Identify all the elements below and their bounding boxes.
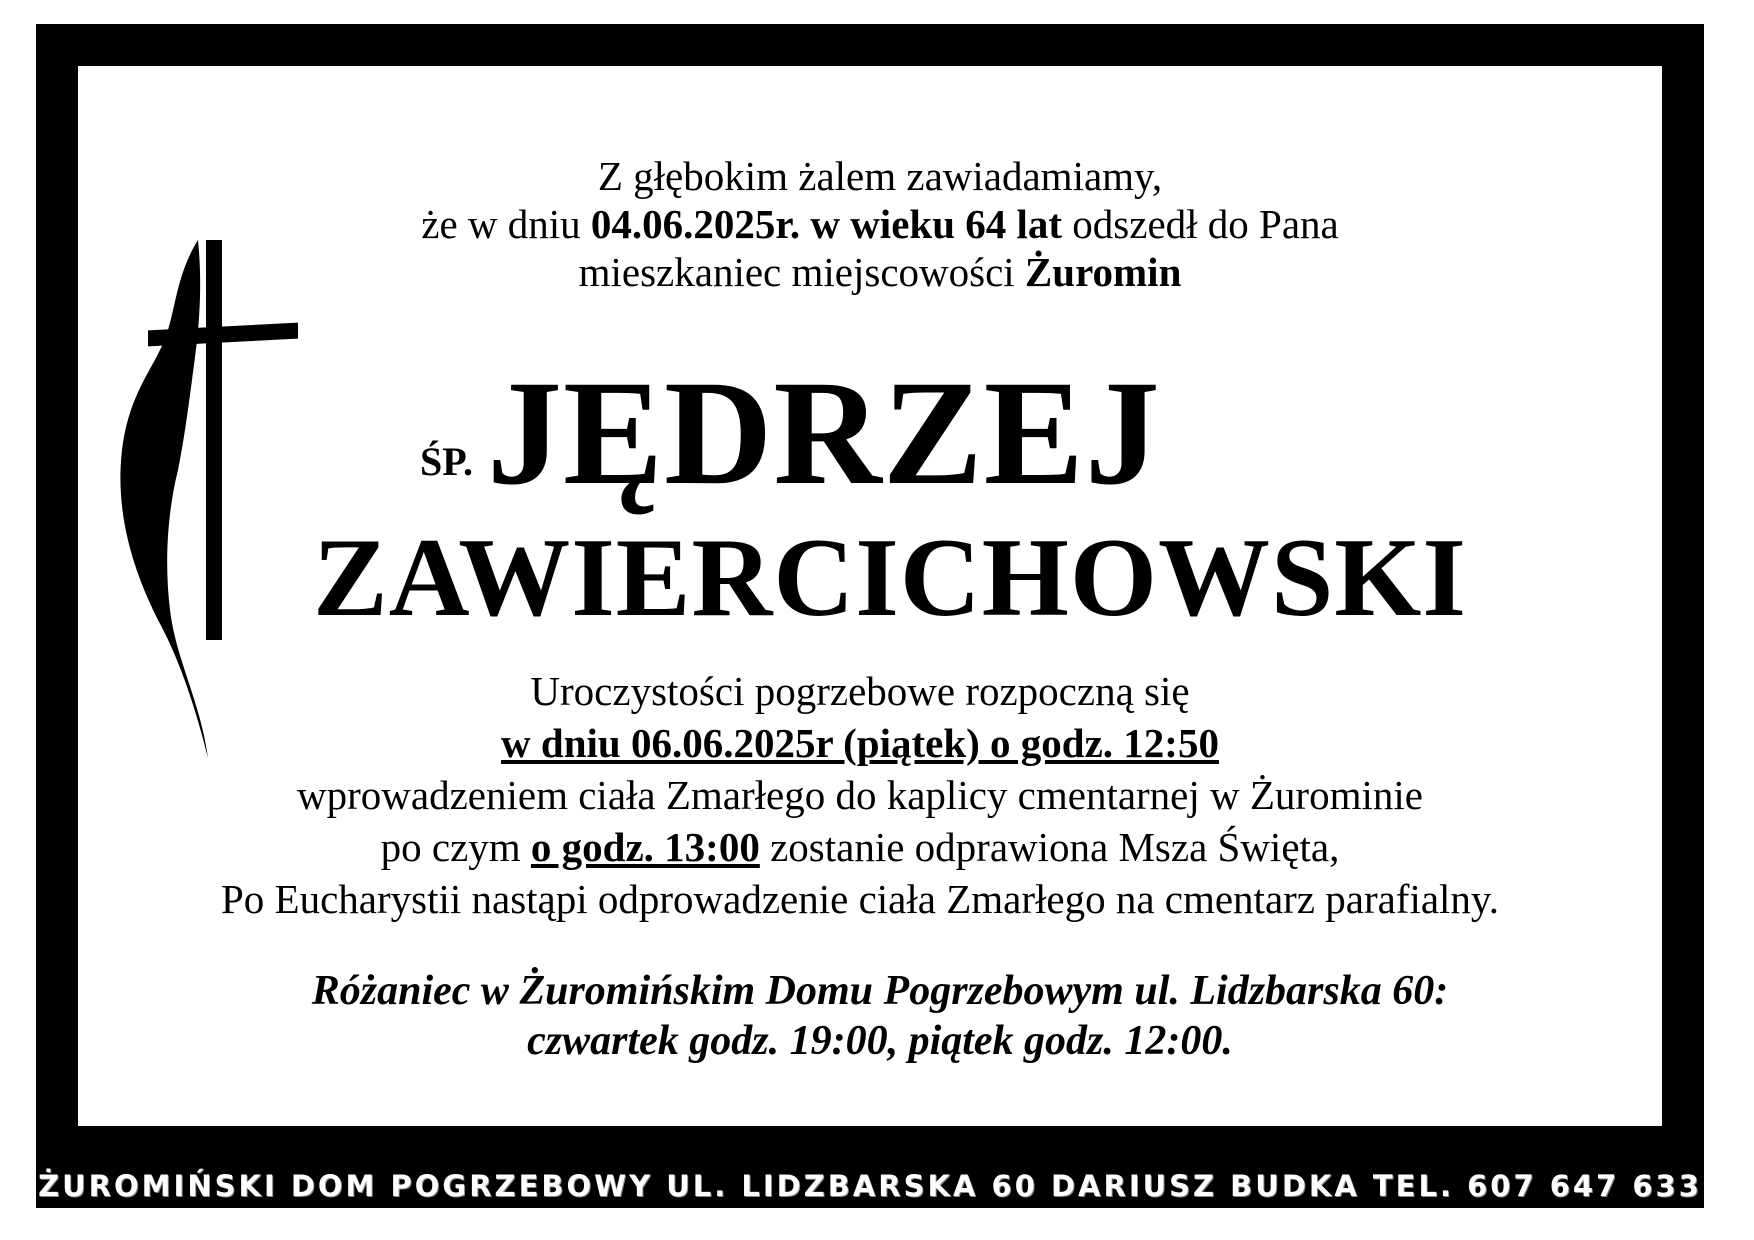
mass-time: o godz. 13:00	[530, 824, 760, 870]
rosary-line-1: Różaniec w Żuromińskim Domu Pogrzebowym ul. Lidzbarska 60:	[311, 968, 1449, 1014]
residence-town: Żuromin	[1024, 249, 1182, 295]
deceased-last-name: ZAWIERCICHOWSKI	[313, 516, 1467, 640]
ceremony-line-3: wprowadzeniem ciała Zmarłego do kaplicy cmentarnej w Żurominie	[297, 772, 1423, 818]
announcement-intro	[240, 152, 1520, 296]
funeral-home-footer	[36, 1164, 1704, 1208]
rosary-line-2: czwartek godz. 19:00, piątek godz. 12:00.	[527, 1018, 1233, 1064]
ceremony-line-5: Po Eucharystii nastąpi odprowadzenie ciała Zmarłego na cmentarz parafialny.	[220, 876, 1500, 922]
intro-line-2-end: odszedł do Pana	[1062, 201, 1339, 247]
deceased-first-name: JĘDRZEJ	[487, 350, 1161, 516]
rosary-info	[140, 966, 1620, 1066]
ceremony-line-1: Uroczystości pogrzebowe rozpoczną się	[530, 668, 1190, 714]
residence-label: mieszkaniec miejscowości	[578, 249, 1025, 295]
sp-prefix: ŚP.	[420, 439, 474, 484]
ceremony-line-4	[120, 821, 1600, 873]
funeral-home-contact: ŻUROMIŃSKI DOM POGRZEBOWY UL. LIDZBARSKA 60 DARIUSZ BUDKA TEL. 607 647 633	[38, 1169, 1702, 1203]
ceremony-line-4-end: zostanie odprawiona Msza Święta,	[759, 824, 1340, 870]
funeral-details	[120, 665, 1600, 925]
ceremony-date-time: w dniu 06.06.2025r (piątek) o godz. 12:50	[501, 720, 1219, 766]
intro-line-1: Z głębokim żalem zawiadamiamy,	[597, 153, 1163, 199]
intro-line-2	[240, 200, 1520, 248]
intro-line-2-text: że w dniu	[421, 201, 591, 247]
intro-line-3	[240, 248, 1520, 296]
deceased-first-name-row	[420, 350, 1240, 516]
death-date-age: 04.06.2025r. w wieku 64 lat	[590, 201, 1063, 247]
ceremony-line-4-text: po czym	[380, 824, 531, 870]
